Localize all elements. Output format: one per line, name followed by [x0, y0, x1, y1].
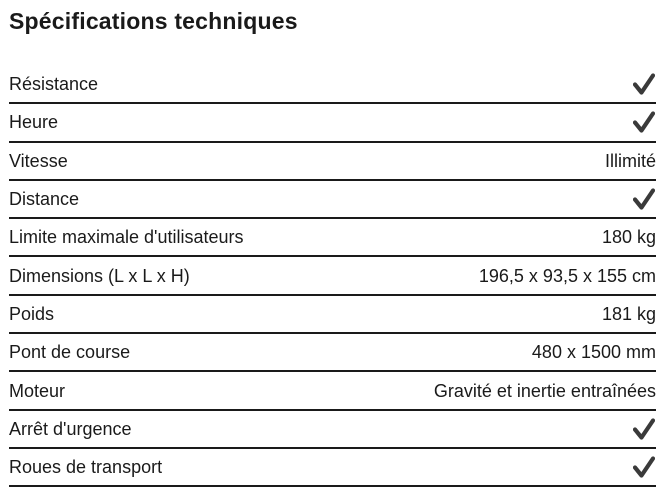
specifications-list: [9, 66, 656, 487]
spec-label: Pont de course: [9, 342, 131, 363]
spec-label: Limite maximale d'utilisateurs: [9, 227, 244, 248]
spec-row-heure: [9, 104, 656, 142]
spec-value: 480 x 1500 mm: [531, 342, 656, 363]
spec-row-pont-de-course: [9, 334, 656, 372]
spec-row-distance: [9, 181, 656, 219]
spec-row-limite-utilisateurs: [9, 219, 656, 257]
section-title: Spécifications techniques: [9, 8, 298, 34]
spec-label: Roues de transport: [9, 457, 163, 478]
spec-label: Vitesse: [9, 150, 68, 171]
spec-label: Moteur: [9, 380, 66, 401]
checkmark-icon: [633, 456, 655, 478]
spec-row-vitesse: [9, 143, 656, 181]
spec-value: Illimité: [604, 150, 656, 171]
spec-row-dimensions: [9, 257, 656, 295]
spec-row-roues-transport: [9, 449, 656, 487]
spec-row-resistance: [9, 66, 656, 104]
checkmark-icon: [633, 73, 655, 95]
checkmark-icon: [633, 188, 655, 210]
spec-label: Distance: [9, 189, 80, 210]
spec-row-moteur: [9, 372, 656, 410]
spec-label: Dimensions (L x L x H): [9, 265, 190, 286]
spec-label: Heure: [9, 112, 59, 133]
spec-value: 196,5 x 93,5 x 155 cm: [478, 265, 656, 286]
checkmark-icon: [633, 418, 655, 440]
spec-value: 181 kg: [601, 303, 656, 324]
spec-label: Poids: [9, 303, 55, 324]
spec-value: Gravité et inertie entraînées: [433, 380, 656, 401]
spec-row-arret-urgence: [9, 411, 656, 449]
spec-row-poids: [9, 296, 656, 334]
checkmark-icon: [633, 111, 655, 133]
spec-label: Arrêt d'urgence: [9, 418, 132, 439]
spec-value: 180 kg: [601, 227, 656, 248]
spec-label: Résistance: [9, 74, 99, 95]
